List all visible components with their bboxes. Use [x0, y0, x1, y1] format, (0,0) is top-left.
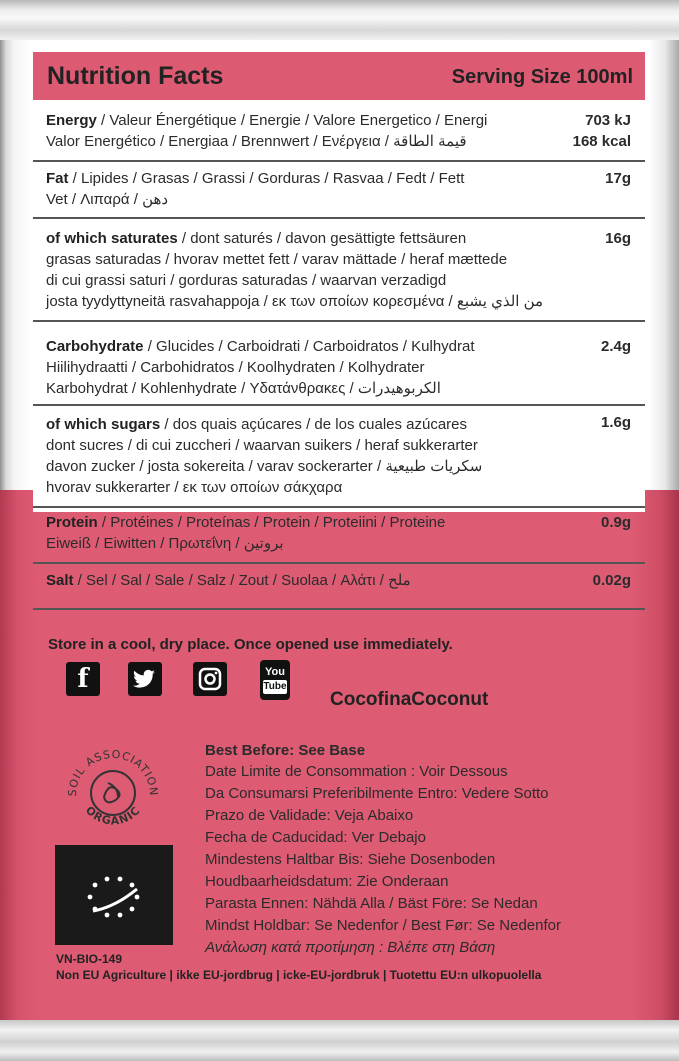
svg-text:SOIL ASSOCIATION: [66, 748, 160, 797]
carbohydrate-line2: Hiilihydraatti / Carbohidratos / Koolhydraten / Kolhydrater: [46, 359, 425, 376]
best-before-line: Da Consumarsi Preferibilmente Entro: Vedere Sotto: [205, 785, 549, 802]
divider: [33, 608, 645, 610]
fat-value: 17g: [605, 170, 631, 187]
salt-label: Salt: [46, 572, 74, 589]
best-before-line: Ανάλωση κατά προτίμηση : Βλέπε στη Βάση: [205, 939, 496, 956]
carbohydrate-line3: Karbohydrat / Kohlenhydrate / Υδατάνθρακες / الكربوهيدرات: [46, 380, 441, 397]
protein-row: [46, 512, 596, 554]
saturates-line3: di cui grassi saturi / gorduras saturadas / waarvan verzadigd: [46, 272, 447, 289]
best-before-line: Best Before: See Base: [205, 742, 366, 759]
energy-kcal: 168 kcal: [572, 133, 631, 150]
can-bottom-rim: [0, 1020, 679, 1061]
sugars-line2: dont sucres / di cui zuccheri / waarvan suikers / heraf sukkerarter: [46, 437, 478, 454]
protein-label: Protein: [46, 514, 98, 531]
sugars-line4: hvorav sukkerarter / εκ των οποίων σάκχαρα: [46, 479, 343, 496]
divider: [33, 562, 645, 564]
fat-row: [46, 168, 596, 210]
energy-row: [46, 110, 596, 152]
energy-line1: / Valeur Énergétique / Energie / Valore Energetico / Energi: [96, 112, 488, 129]
sugars-row: [46, 414, 596, 498]
storage-instructions: Store in a cool, dry place. Once opened use immediately.: [48, 636, 453, 653]
saturates-value: 16g: [605, 230, 631, 247]
saturates-line4: josta tyydyttyneitä rasvahappoja / εκ των οποίων κορεσμένα / من الذي يشبع: [46, 293, 544, 310]
can-top-rim: [0, 0, 679, 40]
sugars-label: of which sugars: [46, 416, 161, 433]
salt-value: 0.02g: [592, 572, 631, 589]
carbohydrate-line1: / Glucides / Carboidrati / Carboidratos / Kulhydrat: [143, 338, 475, 355]
eu-certification-code: VN-BIO-149: [56, 952, 123, 966]
twitter-bird-icon: [128, 662, 162, 696]
divider: [33, 160, 645, 162]
divider: [33, 217, 645, 219]
youtube-icon-bottom: Tube: [263, 681, 287, 692]
saturates-row: [46, 228, 596, 312]
protein-line1: / Protéines / Proteínas / Protein / Proteiini / Proteine: [97, 514, 446, 531]
energy-line2: Valor Energético / Energiaa / Brennwert / Ενέργεια / قيمة الطاقة: [46, 133, 467, 150]
youtube-icon[interactable]: [260, 660, 290, 700]
serving-size: Serving Size 100ml: [451, 66, 633, 88]
svg-text:ORGANIC: [83, 804, 143, 828]
organic-text: ORGANIC: [82, 803, 144, 828]
best-before-line: Date Limite de Consommation : Voir Dessous: [205, 763, 508, 780]
sugars-value: 1.6g: [600, 414, 631, 431]
soil-association-text: SOIL ASSOCIATION: [65, 747, 161, 797]
agriculture-origin: Non EU Agriculture | ikke EU-jordbrug | icke-EU-jordbruk | Tuotettu EU:n ulkopuolella: [56, 968, 542, 982]
divider: [33, 320, 645, 322]
sugars-line1: / dos quais açúcares / de los cuales azúcares: [160, 416, 468, 433]
saturates-line2: grasas saturadas / hvorav mettet fett / varav mättade / heraf mættede: [46, 251, 508, 268]
saturates-label: of which saturates: [46, 230, 178, 247]
nutrition-header: [33, 52, 645, 100]
salt-line1: / Sel / Sal / Sale / Salz / Zout / Suolaa / Αλάτι / ملح: [73, 572, 411, 589]
carbohydrate-value: 2.4g: [600, 338, 631, 355]
divider: [33, 506, 645, 508]
instagram-icon[interactable]: [193, 662, 227, 696]
best-before-line: Mindestens Haltbar Bis: Siehe Dosenboden: [205, 851, 496, 868]
protein-value: 0.9g: [600, 514, 631, 531]
best-before-line: Prazo de Validade: Veja Abaixo: [205, 807, 414, 824]
youtube-icon-top: You: [265, 666, 285, 678]
salt-row: [46, 570, 596, 591]
best-before-line: Parasta Ennen: Nähdä Alla / Bäst Före: Se Nedan: [205, 895, 538, 912]
divider: [33, 404, 645, 406]
facebook-icon-glyph: f: [77, 664, 89, 694]
best-before-line: Mindst Holdbar: Se Nedenfor / Best Før: Se Nedenfor: [205, 917, 561, 934]
sugars-line3: davon zucker / josta sokereita / varav sockerarter / سكريات طبيعية: [46, 458, 483, 475]
carbohydrate-row: [46, 336, 596, 399]
instagram-camera-icon: [193, 662, 227, 696]
protein-line2: Eiweiß / Eiwitten / Πρωτεΐνη / بروتين: [46, 535, 284, 552]
soil-association-logo: [58, 735, 168, 845]
energy-kj: 703 kJ: [585, 112, 631, 129]
facebook-icon[interactable]: [66, 662, 100, 696]
twitter-icon[interactable]: [128, 662, 162, 696]
carbohydrate-label: Carbohydrate: [46, 338, 144, 355]
fat-label: Fat: [46, 170, 69, 187]
energy-label: Energy: [46, 112, 97, 129]
saturates-line1: / dont saturés / davon gesättigte fettsäuren: [177, 230, 467, 247]
nutrition-title: Nutrition Facts: [47, 62, 224, 90]
fat-line2: Vet / Λιπαρά / دهن: [46, 191, 169, 208]
social-handle[interactable]: CocofinaCoconut: [330, 689, 489, 710]
eu-organic-logo: [55, 845, 173, 945]
best-before-line: Fecha de Caducidad: Ver Debajo: [205, 829, 426, 846]
fat-line1: / Lipides / Grasas / Grassi / Gorduras / Rasvaa / Fedt / Fett: [68, 170, 465, 187]
best-before-line: Houdbaarheidsdatum: Zie Onderaan: [205, 873, 449, 890]
